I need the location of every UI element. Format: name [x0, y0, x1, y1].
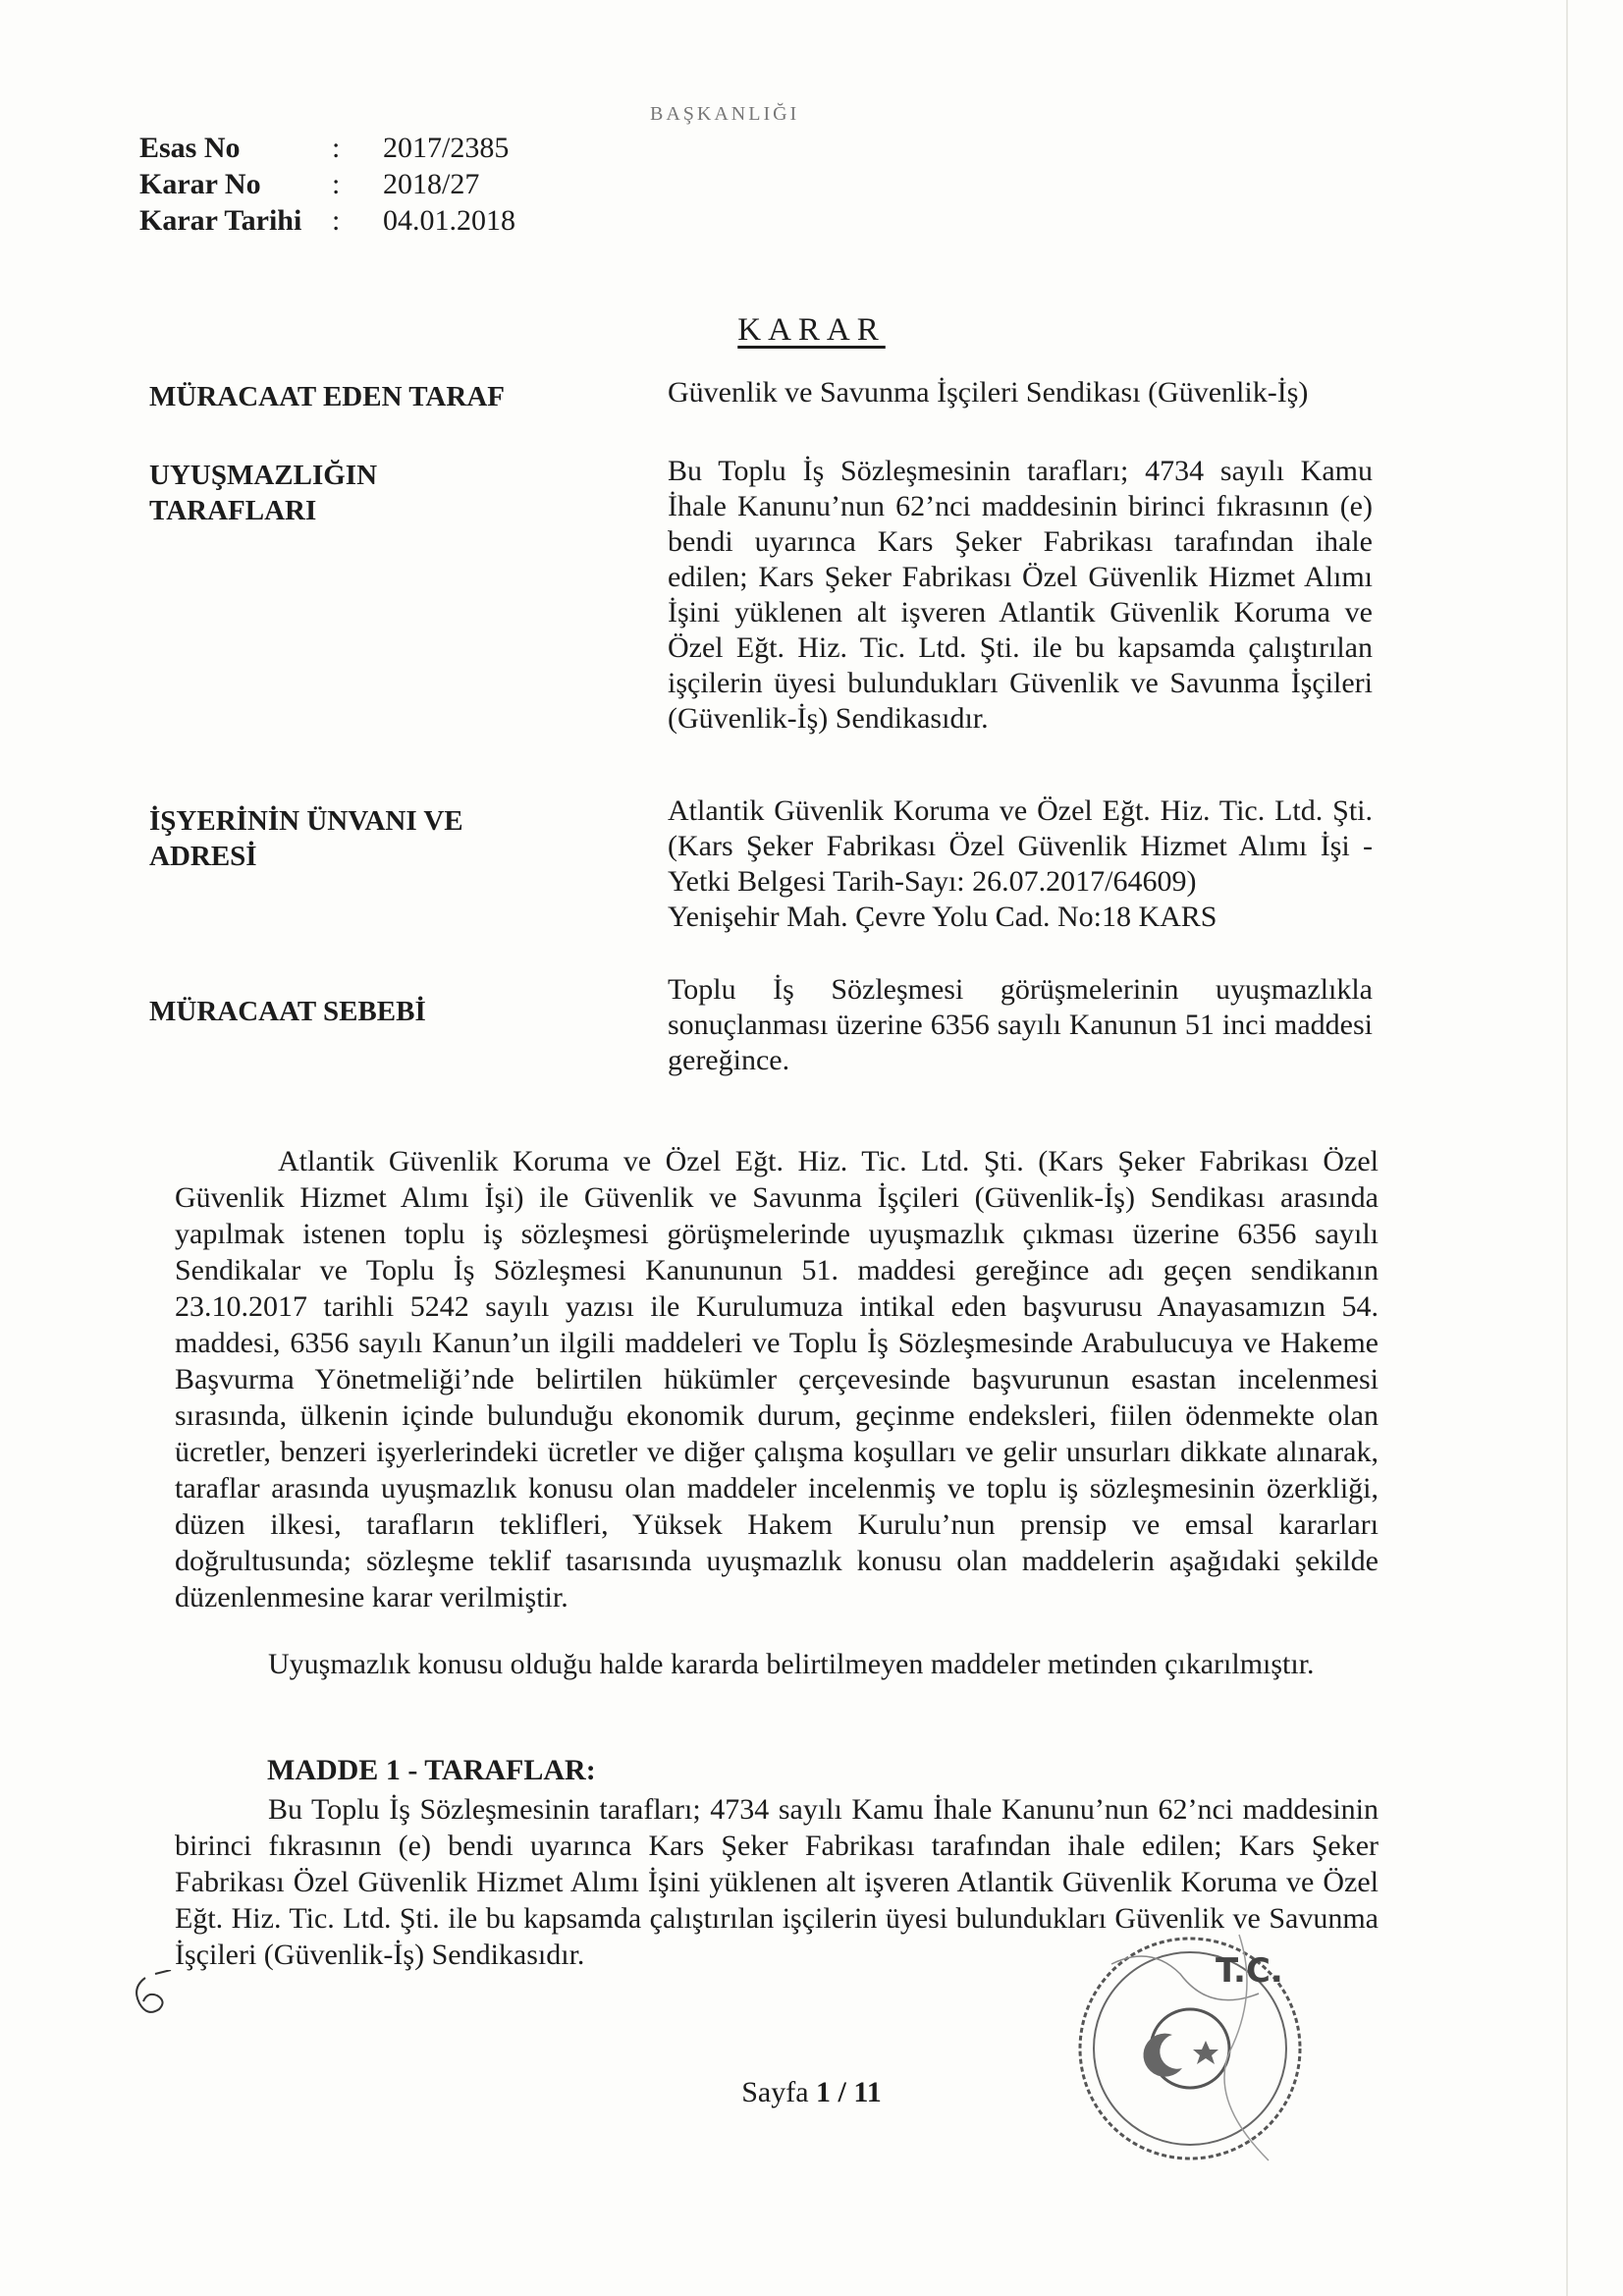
- faint-header-text: BAŞKANLIĞI: [650, 103, 800, 125]
- workplace-value: [668, 793, 1373, 935]
- page-separator: /: [831, 2076, 854, 2108]
- article-1-title: MADDE 1 - TARAFLAR:: [267, 1754, 596, 1786]
- stamp-tc-text: T.C.: [1216, 1951, 1283, 1991]
- tarih-label: Karar Tarihi: [139, 204, 302, 237]
- document-title: KARAR: [737, 312, 886, 348]
- handwritten-mark: [126, 1970, 185, 2029]
- esas-label: Esas No: [139, 132, 241, 164]
- tarih-colon: :: [332, 204, 341, 237]
- case-header: [139, 130, 515, 239]
- esas-value: 2017/2385: [383, 132, 510, 164]
- karar-colon: :: [332, 168, 341, 200]
- reason-label: MÜRACAAT SEBEBİ: [149, 996, 426, 1027]
- applicant-value: Güvenlik ve Savunma İşçileri Sendikası (Güvenlik-İş): [668, 376, 1309, 409]
- tarih-value: 04.01.2018: [383, 204, 515, 237]
- page-number: 1: [816, 2076, 832, 2108]
- karar-value: 2018/27: [383, 168, 480, 200]
- tarih-row: [139, 202, 515, 239]
- karar-label: Karar No: [139, 168, 261, 200]
- page-total: 11: [853, 2076, 882, 2108]
- page-prefix: Sayfa: [741, 2076, 817, 2108]
- reason-value: Toplu İş Sözleşmesi görüşmelerinin uyuşmazlıkla sonuçlanması üzerine 6356 sayılı Kanunun 51 inci maddesi gereğince.: [668, 973, 1373, 1076]
- workplace-label-line2: ADRESİ: [149, 841, 257, 872]
- removed-articles-paragraph: Uyuşmazlık konusu olduğu halde kararda belirtilmeyen maddeler metinden çıkarılmıştır.: [268, 1648, 1315, 1680]
- applicant-label: MÜRACAAT EDEN TARAF: [149, 381, 505, 412]
- official-seal-stamp: [1056, 1925, 1331, 2180]
- esas-row: [139, 130, 515, 166]
- karar-row: [139, 166, 515, 202]
- article-1-text: Bu Toplu İş Sözleşmesinin tarafları; 4734 sayılı Kamu İhale Kanunu’nun 62’nci maddesinin birinci fıkrasının (e) bendi uyarınca Kars Şeker Fabrikası tarafından ihale edilen; Kars Şeker Fabrikası Özel Güvenlik Hizmet Alımı İşini yüklenen alt işveren Atlantik Güvenlik Koruma ve Özel Eğt. Hiz. Tic. Ltd. Şti. ile bu kapsamda çalıştırılan işçilerin üyesi bulundukları Güvenlik ve Savunma İşçileri (Güvenlik-İş) Sendikasıdır.: [175, 1793, 1379, 1971]
- parties-value: Bu Toplu İş Sözleşmesinin tarafları; 4734 sayılı Kamu İhale Kanunu’nun 62’nci maddesinin birinci fıkrasının (e) bendi uyarınca Kars Şeker Fabrikası tarafından ihale edilen; Kars Şeker Fabrikası Özel Güvenlik Hizmet Alımı İşini yüklenen alt işveren Atlantik Güvenlik Koruma ve Özel Eğt. Hiz. Tic. Ltd. Şti. ile bu kapsamda çalıştırılan işçilerin üyesi bulundukları Güvenlik ve Savunma İşçileri (Güvenlik-İş) Sendikasıdır.: [668, 455, 1373, 735]
- workplace-label-line1: İŞYERİNİN ÜNVANI VE: [149, 805, 463, 837]
- workplace-name: Atlantik Güvenlik Koruma ve Özel Eğt. Hiz. Tic. Ltd. Şti. (Kars Şeker Fabrikası Özel Güvenlik Hizmet Alımı İşi - Yetki Belgesi Tarih-Sayı: 26.07.2017/64609): [668, 794, 1373, 898]
- esas-colon: :: [332, 132, 341, 164]
- decision-paragraph: Atlantik Güvenlik Koruma ve Özel Eğt. Hiz. Tic. Ltd. Şti. (Kars Şeker Fabrikası Özel Güvenlik Hizmet Alımı İşi) ile Güvenlik ve Savunma İşçileri (Güvenlik-İş) Sendikası arasında yapılmak istenen toplu iş sözleşmesi görüşmelerinde uyuşmazlık çıkması üzerine 6356 sayılı Sendikalar ve Toplu İş Sözleşmesi Kanununun 51. maddesi gereğince adı geçen sendikanın 23.10.2017 tarihli 5242 sayılı yazısı ile Kurulumuza intikal eden başvurusu Anayasamızın 54. maddesi, 6356 sayılı Kanun’un ilgili maddeleri ve Toplu İş Sözleşmesinde Arabulucuya ve Hakeme Başvurma Yönetmeliği’nde belirtilen hükümler çerçevesinde başvurunun esastan incelenmesi sırasında, ülkenin içinde bulunduğu ekonomik durum, geçinme endeksleri, fiilen ödenmekte olan ücretler, benzeri işyerlerindeki ücretler ve diğer çalışma koşulları ve gelir unsurları dikkate alınarak, taraflar arasında uyuşmazlık konusu olan maddeler incelenmiş ve toplu iş sözleşmesinin özerkliği, düzen ilkesi, tarafların teklifleri, Yüksek Hakem Kurulu’nun prensip ve emsal kararları doğrultusunda; sözleşme teklif tasarısında uyuşmazlık konusu olan maddelerin aşağıdaki şekilde düzenlenmesine karar verilmiştir.: [175, 1145, 1379, 1613]
- workplace-address: Yenişehir Mah. Çevre Yolu Cad. No:18 KARS: [668, 901, 1217, 933]
- parties-label: UYUŞMAZLIĞIN TARAFLARI: [149, 460, 378, 526]
- page-footer: [0, 2076, 1623, 2109]
- workplace-label: [149, 803, 542, 874]
